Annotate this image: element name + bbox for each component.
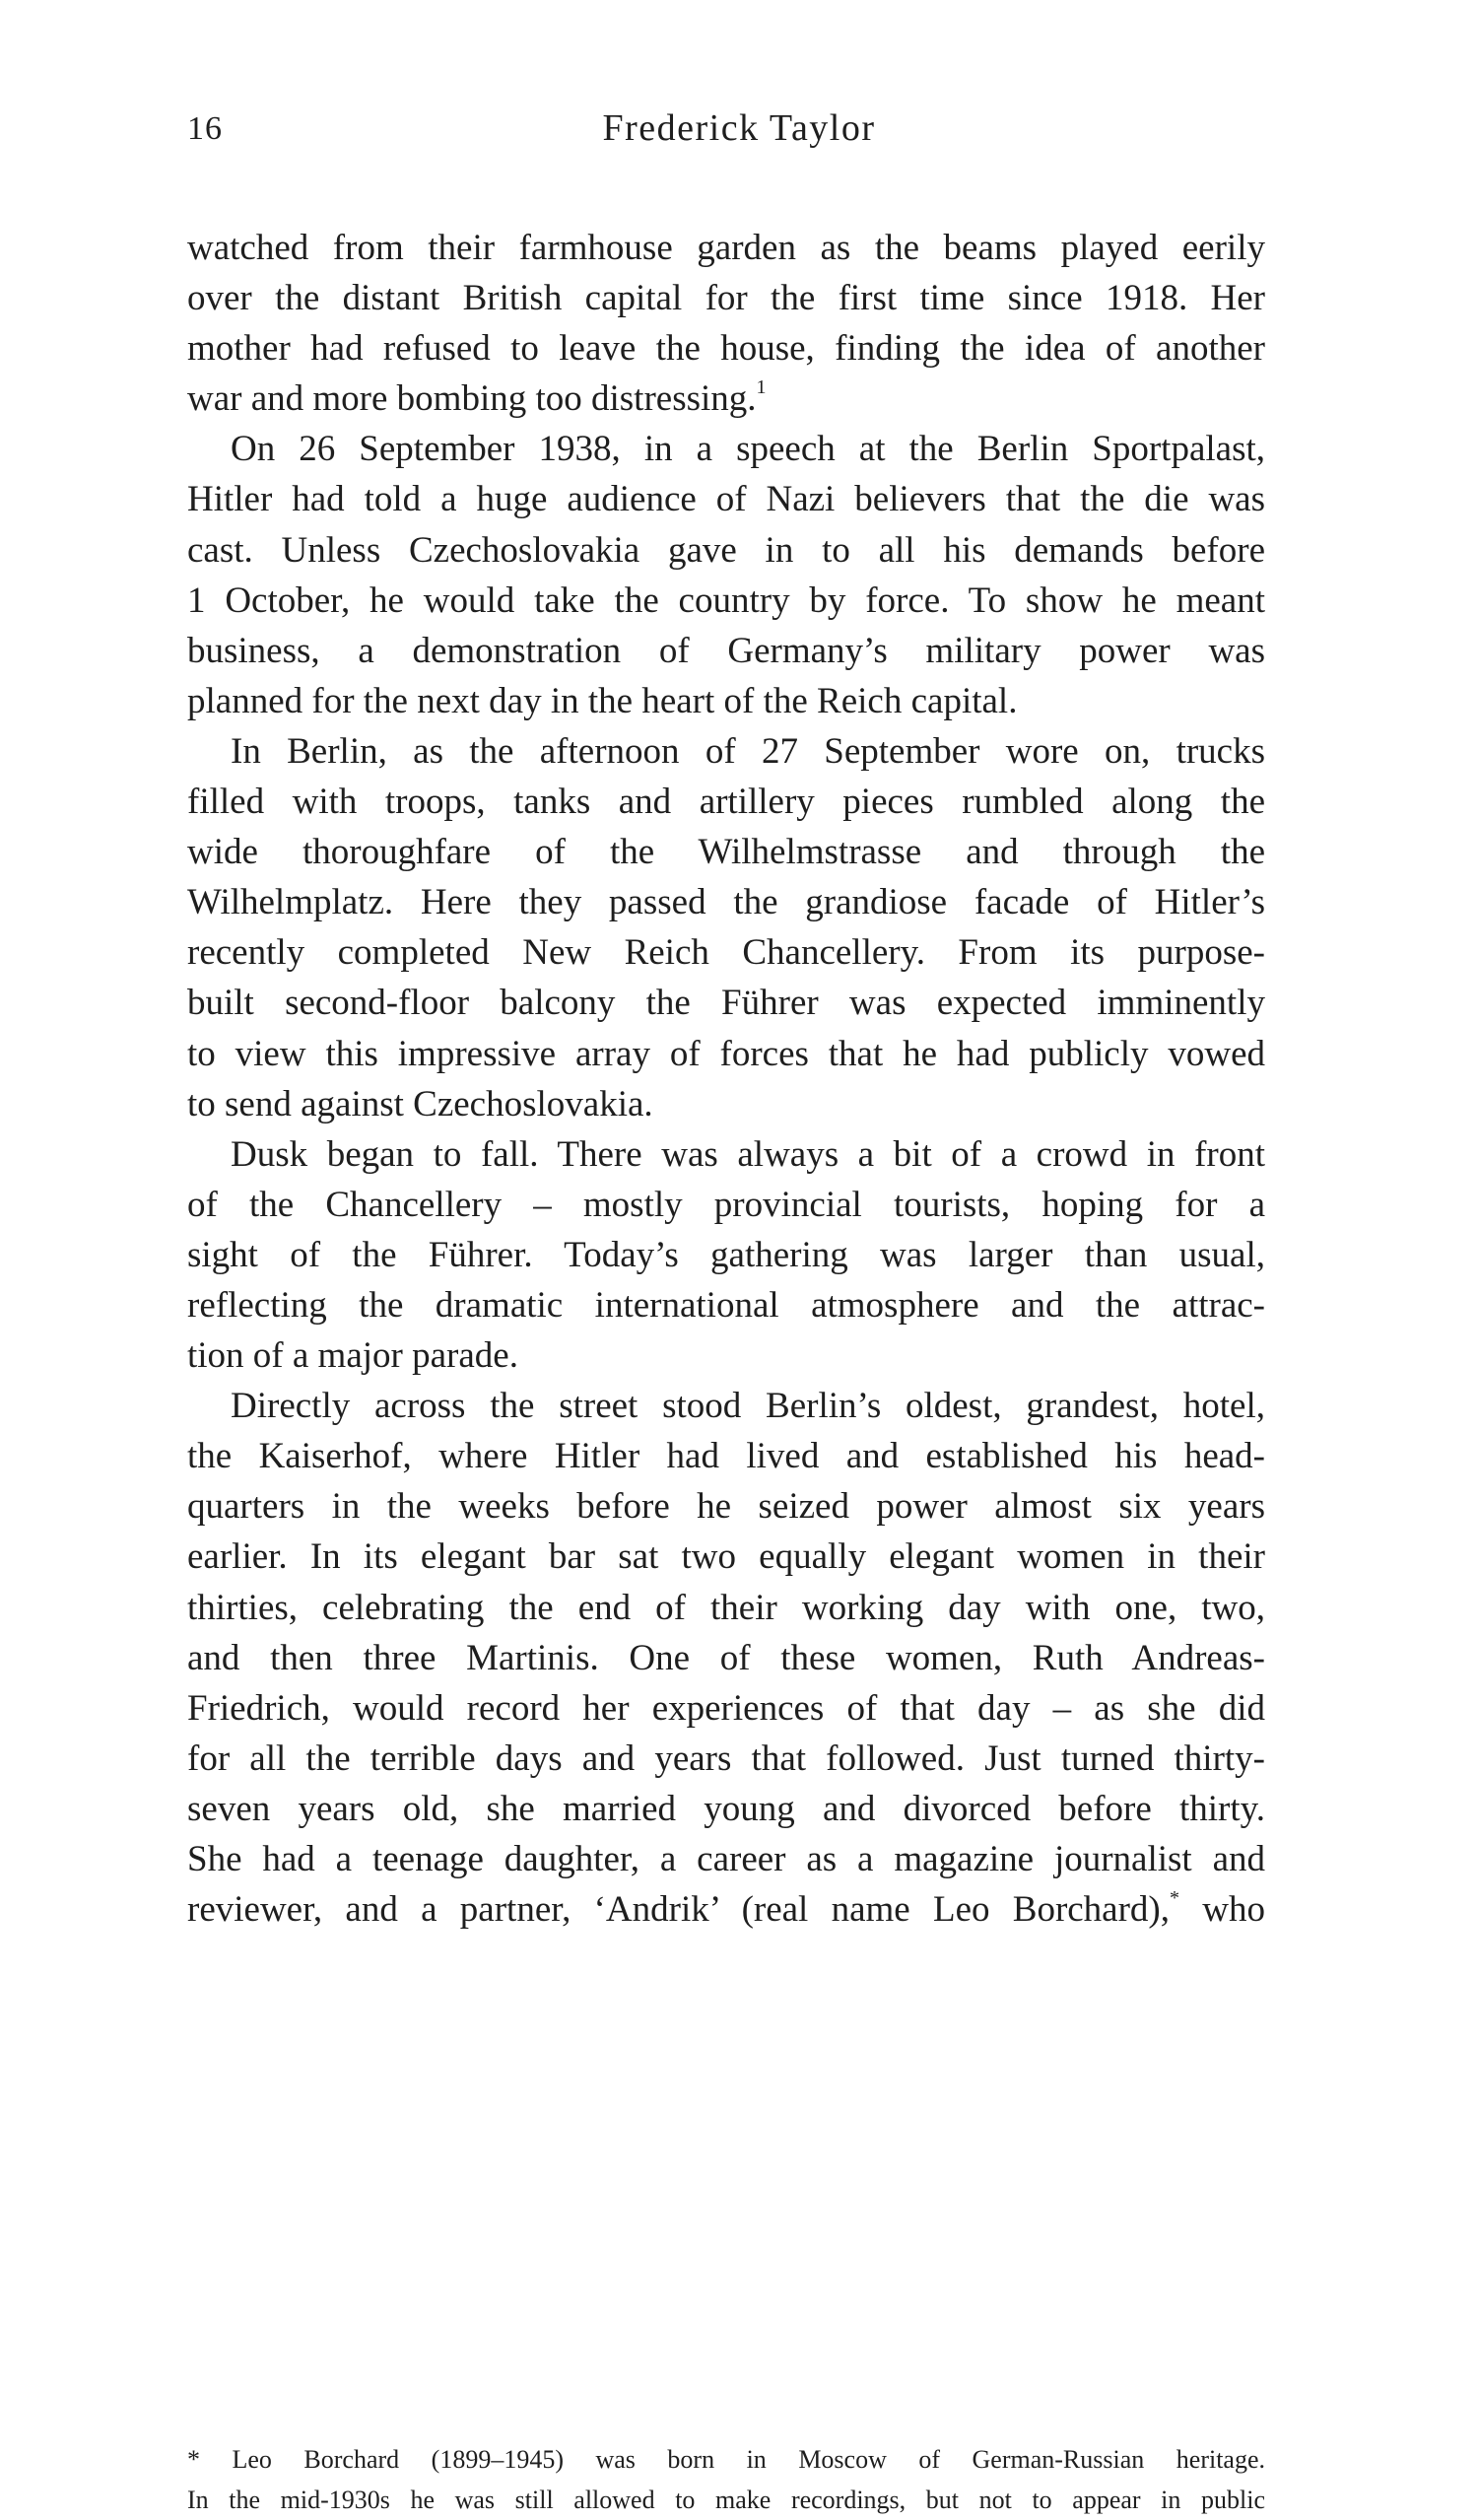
text-line: built second-floor balcony the Führer was expected imminently (187, 983, 1265, 1024)
text-line: thirties, celebrating the end of their working day with one, two, (187, 1587, 1265, 1628)
text-line: reflecting the dramatic international atmosphere and the attrac- (187, 1284, 1265, 1326)
text-line: 1 October, he would take the country by force. To show he meant (187, 579, 1265, 621)
text-line: seven years old, she married young and divorced before thirty. (187, 1788, 1265, 1829)
paragraph (187, 424, 1265, 726)
footnote (187, 2439, 1265, 2520)
body-text (187, 223, 1265, 1935)
text-line: business, a demonstration of Germany’s military power was (187, 630, 1265, 671)
text-line: to view this impressive array of forces that he had publicly vowed (187, 1033, 1265, 1074)
note-reference: 1 (756, 376, 767, 399)
text-line: recently completed New Reich Chancellery. From its purpose- (187, 932, 1265, 974)
text-line: In Berlin, as the afternoon of 27 September wore on, trucks (231, 730, 1265, 772)
text-line: the Kaiserhof, where Hitler had lived and established his head- (187, 1436, 1265, 1477)
paragraph (187, 223, 1265, 424)
text-segment: reviewer, and a partner, ‘Andrik’ (real name Leo Borchard), (187, 1889, 1170, 1931)
text-line: over the distant British capital for the first time since 1918. Her (187, 278, 1265, 319)
text-line: Wilhelmplatz. Here they passed the grandiose facade of Hitler’s (187, 882, 1265, 923)
text-line: quarters in the weeks before he seized power almost six years (187, 1486, 1265, 1528)
text-line: On 26 September 1938, in a speech at the Berlin Sportpalast, (231, 429, 1265, 470)
text-line: She had a teenage daughter, a career as a magazine journalist and (187, 1839, 1265, 1879)
text-line (187, 1884, 1265, 1935)
page-number: 16 (187, 110, 223, 147)
text-line: Friedrich, would record her experiences of that day – as she did (187, 1687, 1265, 1729)
running-head: Frederick Taylor (602, 107, 876, 149)
text-segment: war and more bombing too distressing. (187, 378, 757, 420)
text-line: to send against Czechoslovakia. (187, 1083, 653, 1124)
text-line: tion of a major parade. (187, 1335, 518, 1377)
text-line (187, 374, 1265, 424)
footnote-line: In the mid-1930s he was still allowed to make recordings, but not to appear in public (187, 2486, 1265, 2514)
text-line: mother had refused to leave the house, finding the idea of another (187, 328, 1265, 370)
text-line: cast. Unless Czechoslovakia gave in to all his demands before (187, 529, 1265, 571)
paragraph (187, 1129, 1265, 1381)
text-line: filled with troops, tanks and artillery pieces rumbled along the (187, 782, 1265, 823)
paragraph (187, 1381, 1265, 1935)
note-reference: * (1170, 1887, 1179, 1910)
text-segment: who (1179, 1889, 1265, 1931)
text-line: watched from their farmhouse garden as the beams played eerily (187, 228, 1265, 268)
text-line: Dusk began to fall. There was always a bit of a crowd in front (231, 1133, 1265, 1175)
text-line: of the Chancellery – mostly provincial tourists, hoping for a (187, 1184, 1265, 1225)
footnote-line: * Leo Borchard (1899–1945) was born in Moscow of German-Russian heritage. (187, 2445, 1265, 2474)
text-line: Directly across the street stood Berlin’s oldest, grandest, hotel, (231, 1386, 1265, 1427)
text-line: wide thoroughfare of the Wilhelmstrasse and through the (187, 832, 1265, 873)
text-line: planned for the next day in the heart of the Reich capital. (187, 680, 1018, 721)
text-line: for all the terrible days and years that followed. Just turned thirty- (187, 1737, 1265, 1779)
text-line: earlier. In its elegant bar sat two equally elegant women in their (187, 1536, 1265, 1578)
text-line: and then three Martinis. One of these women, Ruth Andreas- (187, 1637, 1265, 1678)
text-line: Hitler had told a huge audience of Nazi believers that the die was (187, 479, 1265, 520)
text-line: sight of the Führer. Today’s gathering was larger than usual, (187, 1234, 1265, 1275)
paragraph (187, 726, 1265, 1129)
